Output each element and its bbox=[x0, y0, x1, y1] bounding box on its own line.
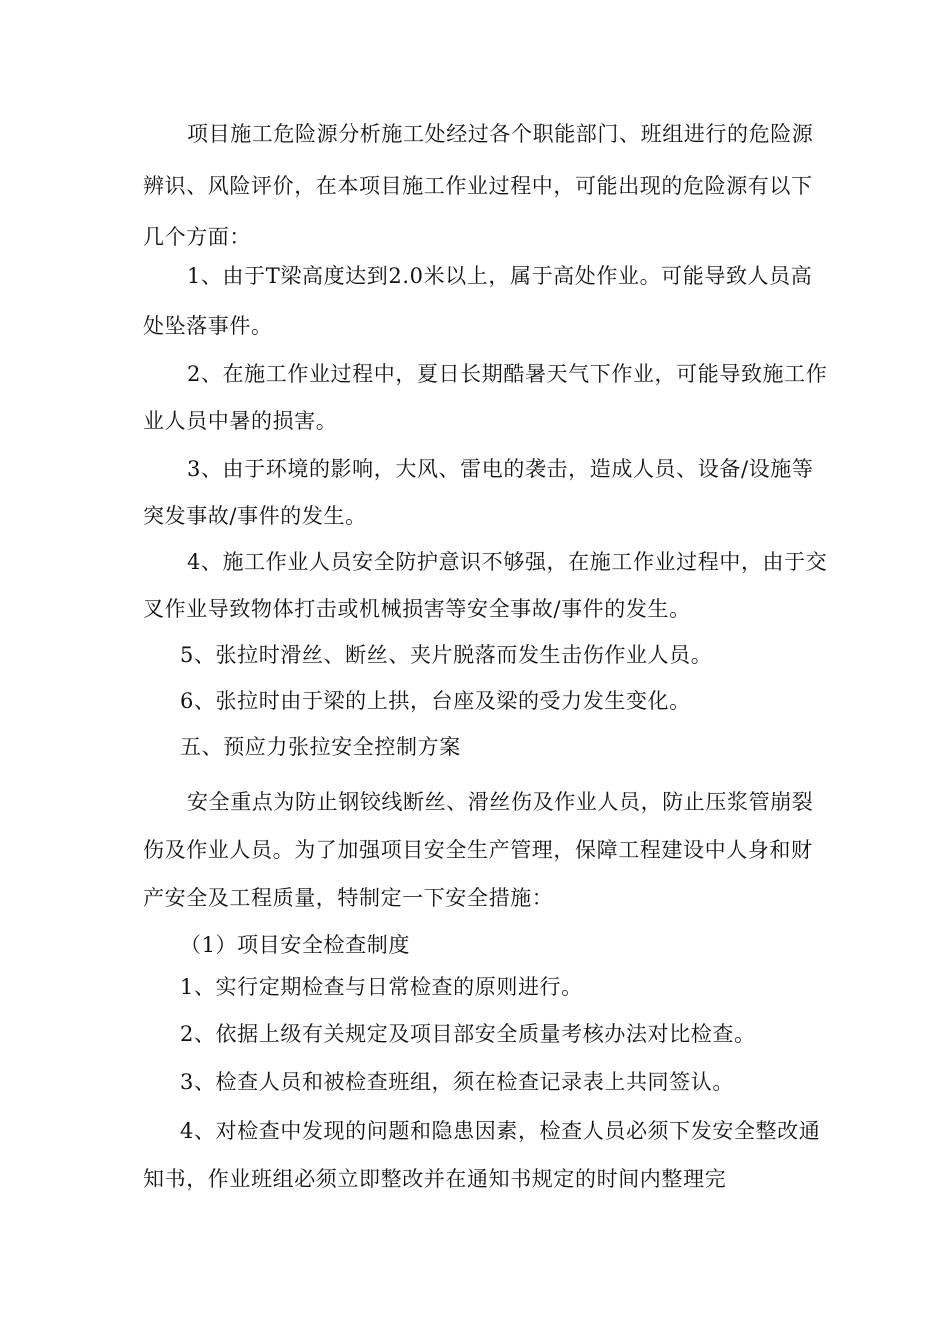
text-line: 突发事故/事件的发生。 bbox=[143, 504, 367, 528]
text-line: 几个方面： bbox=[143, 225, 251, 249]
section-heading: 五、预应力张拉安全控制方案 bbox=[180, 735, 461, 759]
text-line: 产安全及工程质量，特制定一下安全措施： bbox=[143, 886, 554, 910]
text-line: 业人员中暑的损害。 bbox=[143, 409, 338, 433]
text-line: 处坠落事件。 bbox=[143, 314, 273, 338]
text-line: 2、在施工作业过程中，夏日长期酷暑天气下作业，可能导致施工作 bbox=[187, 362, 828, 386]
text-line: 4、施工作业人员安全防护意识不够强，在施工作业过程中，由于交 bbox=[187, 550, 828, 574]
text-line: 叉作业导致物体打击或机械损害等安全事故/事件的发生。 bbox=[143, 597, 691, 621]
subsection-heading: （1）项目安全检查制度 bbox=[180, 933, 410, 957]
text-line: 项目施工危险源分析施工处经过各个职能部门、班组进行的危险源 bbox=[187, 122, 814, 146]
text-line: 4、对检查中发现的问题和隐患因素，检查人员必须下发安全整改通 bbox=[180, 1119, 821, 1143]
text-line: 知书，作业班组必须立即整改并在通知书规定的时间内整理完 bbox=[143, 1167, 727, 1191]
text-line: 1、实行定期检查与日常检查的原则进行。 bbox=[180, 975, 583, 999]
text-line: 安全重点为防止钢铰线断丝、滑丝伤及作业人员，防止压浆管崩裂 bbox=[187, 790, 814, 814]
text-line: 辨识、风险评价，在本项目施工作业过程中，可能出现的危险源有以下 bbox=[143, 174, 813, 198]
text-line: 5、张拉时滑丝、断丝、夹片脱落而发生击伤作业人员。 bbox=[180, 643, 713, 667]
text-line: 6、张拉时由于梁的上拱，台座及梁的受力发生变化。 bbox=[180, 689, 691, 713]
text-line: 2、依据上级有关规定及项目部安全质量考核办法对比检查。 bbox=[180, 1022, 756, 1046]
text-line: 3、检查人员和被检查班组，须在检查记录表上共同签认。 bbox=[180, 1070, 734, 1094]
text-line: 3、由于环境的影响，大风、雷电的袭击，造成人员、设备/设施等 bbox=[187, 457, 814, 481]
text-line: 伤及作业人员。为了加强项目安全生产管理，保障工程建设中人身和财 bbox=[143, 838, 813, 862]
text-line: 1、由于T梁高度达到2.0米以上，属于高处作业。可能导致人员高 bbox=[187, 264, 813, 288]
